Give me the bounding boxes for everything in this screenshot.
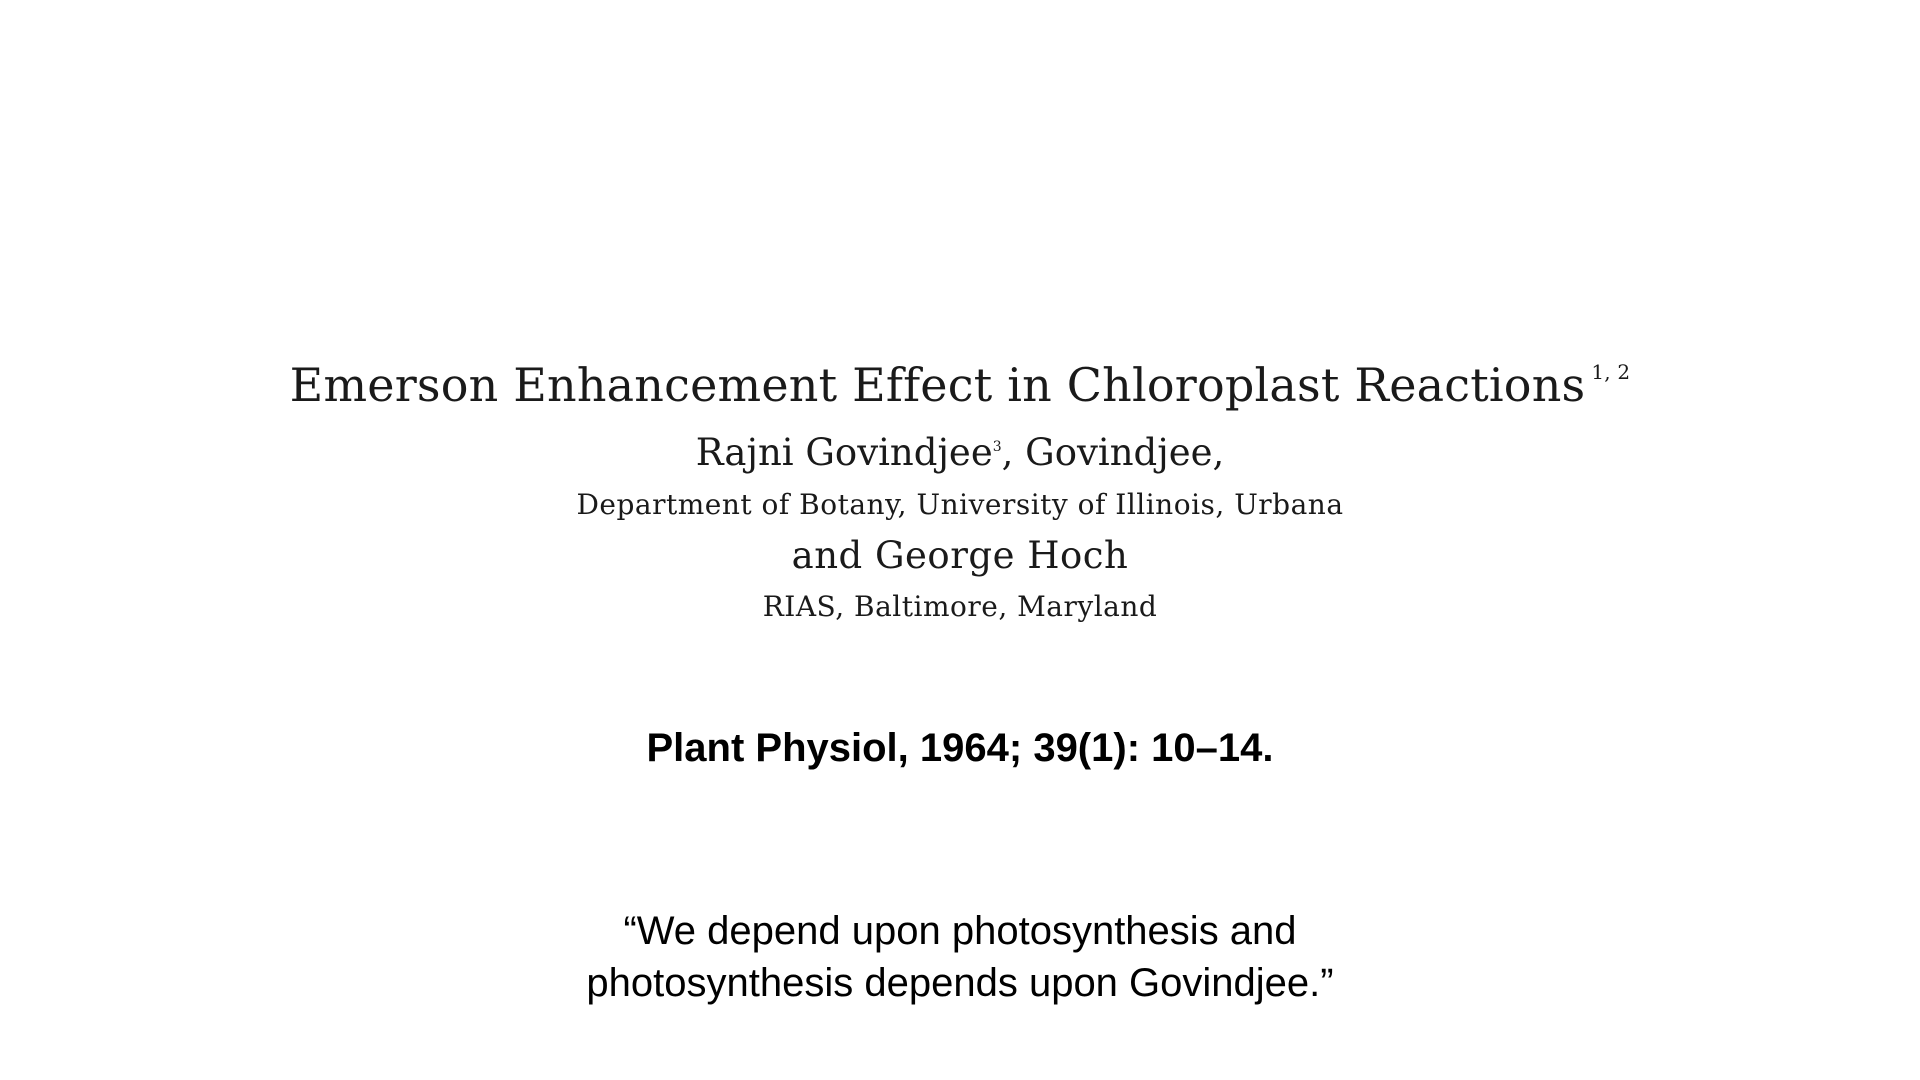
affiliation-1: Department of Botany, University of Illinois, Urbana (576, 488, 1344, 521)
paper-title (0, 338, 1920, 419)
quote-line-2: photosynthesis depends upon Govindjee.” (586, 961, 1334, 1005)
author-1-name: Rajni Govindjee (695, 431, 993, 474)
authors-line-1 (0, 421, 1920, 479)
quote (0, 905, 1920, 1009)
paper-header (0, 338, 1920, 633)
quote-line-1: “We depend upon photosynthesis and (623, 909, 1297, 953)
author-1-superscript: 3 (992, 439, 1002, 455)
citation: Plant Physiol, 1964; 39(1): 10–14. (646, 726, 1274, 770)
authors-line-2: and George Hoch (791, 534, 1129, 577)
paper-title-text: Emerson Enhancement Effect in Chloroplast Reactions (289, 358, 1586, 412)
affiliation-2: RIAS, Baltimore, Maryland (762, 590, 1158, 623)
authors-line-1-tail: , Govindjee, (1001, 431, 1225, 474)
title-superscript: 1, 2 (1591, 360, 1631, 384)
